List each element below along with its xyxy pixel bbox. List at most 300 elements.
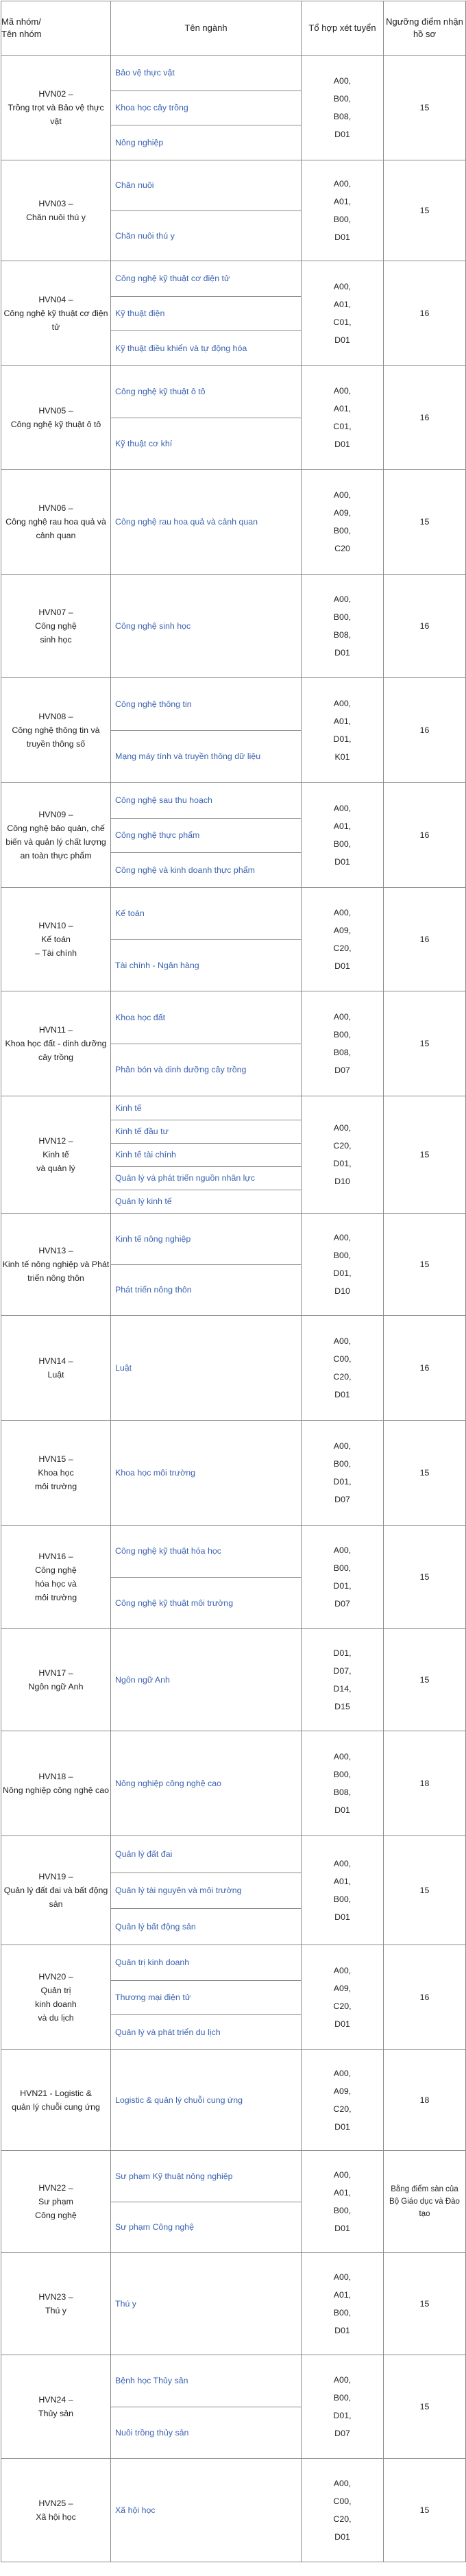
subject-combination: A00, bbox=[333, 75, 352, 86]
header-score-threshold: Ngưỡng điểm nhận hồ sơ bbox=[384, 1, 466, 56]
group-code-line: HVN21 - Logistic & bbox=[20, 2088, 92, 2098]
group-code-line: môi trường bbox=[34, 1592, 77, 1602]
major-link[interactable] bbox=[111, 1190, 301, 1213]
group-code-cell bbox=[1, 1731, 111, 1835]
group-code-cell bbox=[1, 2150, 111, 2252]
subject-combination: A00, bbox=[333, 1232, 352, 1242]
major-name: Công nghệ sau thu hoạch bbox=[115, 795, 212, 806]
subject-combination: D07 bbox=[334, 2428, 350, 2438]
group-code-line: Luật bbox=[47, 1369, 64, 1380]
major-link[interactable] bbox=[111, 1908, 301, 1945]
majors-cell bbox=[111, 2150, 302, 2252]
major-link[interactable] bbox=[111, 1264, 301, 1315]
subject-combination: A00, bbox=[333, 178, 352, 189]
group-code-line: Quản lý đất đai và bất động sản bbox=[3, 1885, 108, 1909]
subject-combination: A00, bbox=[333, 2068, 352, 2078]
group-code-line: hóa học và bbox=[35, 1578, 77, 1589]
subject-combination: A00, bbox=[333, 1336, 352, 1346]
subject-combination: B00, bbox=[333, 839, 352, 849]
subject-combination: A00, bbox=[333, 2272, 352, 2282]
subject-combination: C00, bbox=[333, 1353, 352, 1364]
subject-combination: A00, bbox=[333, 2374, 352, 2385]
major-name: Logistic & quản lý chuỗi cung ứng bbox=[115, 2095, 243, 2105]
subject-combination-cell bbox=[302, 1315, 384, 1420]
group-code-line: HVN18 – bbox=[38, 1771, 73, 1781]
subject-combination: C20, bbox=[333, 943, 352, 953]
major-link[interactable] bbox=[111, 296, 301, 331]
score-threshold: 15 bbox=[384, 2458, 466, 2562]
majors-cell bbox=[111, 1835, 302, 1945]
major-link[interactable] bbox=[111, 1120, 301, 1143]
major-link[interactable] bbox=[111, 1526, 301, 1577]
group-code-line: Sư phạm bbox=[38, 2196, 73, 2206]
subject-combination: B08, bbox=[333, 1787, 352, 1797]
subject-combination: A01, bbox=[333, 403, 352, 413]
subject-combination: C20, bbox=[333, 2104, 352, 2114]
subject-combination: C20 bbox=[334, 543, 350, 553]
score-threshold: 15 bbox=[384, 1835, 466, 1945]
group-code-line: Công nghệ kỹ thuật cơ điện tử bbox=[3, 308, 108, 332]
subject-combination: B08, bbox=[333, 1047, 352, 1057]
major-link[interactable] bbox=[111, 678, 301, 730]
subject-combination-cell bbox=[302, 991, 384, 1096]
subject-combination: D14, bbox=[333, 1683, 352, 1694]
major-link[interactable] bbox=[111, 939, 301, 991]
subject-combination-cell bbox=[302, 2355, 384, 2458]
group-code-cell bbox=[1, 887, 111, 991]
score-threshold: 15 bbox=[384, 469, 466, 574]
group-code-cell bbox=[1, 574, 111, 677]
subject-combination: B00, bbox=[333, 2205, 352, 2215]
majors-cell bbox=[111, 1945, 302, 2049]
major-link[interactable] bbox=[111, 2253, 301, 2355]
group-code-line: HVN05 – bbox=[38, 405, 73, 416]
subject-combination: A00, bbox=[333, 385, 352, 396]
subject-combination: B00, bbox=[333, 1563, 352, 1573]
major-name: Thú y bbox=[115, 2298, 136, 2309]
table-row bbox=[1, 991, 466, 1096]
subject-combination: D10 bbox=[334, 1286, 350, 1296]
major-link[interactable] bbox=[111, 1143, 301, 1166]
majors-cell bbox=[111, 2252, 302, 2355]
group-code-cell bbox=[1, 56, 111, 160]
major-link[interactable] bbox=[111, 1096, 301, 1120]
majors-cell bbox=[111, 1628, 302, 1731]
subject-combination-cell bbox=[302, 887, 384, 991]
major-link[interactable] bbox=[111, 1945, 301, 1980]
group-code-line: HVN03 – bbox=[38, 198, 73, 208]
subject-combination: A00, bbox=[333, 1965, 352, 1975]
table-row bbox=[1, 1315, 466, 1420]
subject-combination: D01 bbox=[334, 647, 350, 658]
subject-combination-cell bbox=[302, 365, 384, 469]
group-code-line: Công nghệ kỹ thuật ô tô bbox=[10, 419, 101, 429]
subject-combination: C01, bbox=[333, 317, 352, 327]
group-code-line: HVN06 – bbox=[38, 503, 73, 513]
table-row bbox=[1, 1945, 466, 2049]
major-link[interactable] bbox=[111, 2355, 301, 2407]
score-threshold: 16 bbox=[384, 261, 466, 365]
table-row bbox=[1, 574, 466, 677]
group-code-line: HVN12 – bbox=[38, 1135, 73, 1146]
subject-combination: D01 bbox=[334, 2325, 350, 2335]
major-link[interactable] bbox=[111, 1166, 301, 1190]
subject-combination-cell bbox=[302, 574, 384, 677]
subject-combination-cell bbox=[302, 469, 384, 574]
score-threshold: 15 bbox=[384, 1525, 466, 1628]
group-code-line: Công nghệ rau hoa quả và cảnh quan bbox=[5, 516, 106, 540]
subject-combination: D01, bbox=[333, 734, 352, 744]
group-code-line: HVN17 – bbox=[38, 1668, 73, 1678]
group-code-cell bbox=[1, 782, 111, 887]
subject-combination: D01 bbox=[334, 2019, 350, 2029]
subject-combination-cell bbox=[302, 160, 384, 261]
major-name: Kế toán bbox=[115, 908, 145, 919]
major-link[interactable] bbox=[111, 1629, 301, 1731]
group-code-cell bbox=[1, 2049, 111, 2150]
major-name: Công nghệ kỹ thuật ô tô bbox=[115, 387, 206, 397]
majors-cell bbox=[111, 56, 302, 160]
major-link[interactable] bbox=[111, 330, 301, 365]
group-code-line: Công nghệ bbox=[35, 2210, 77, 2220]
group-code-line: HVN25 – bbox=[38, 2498, 73, 2508]
subject-combination-cell bbox=[302, 1945, 384, 2049]
group-code-cell bbox=[1, 1525, 111, 1628]
major-link[interactable] bbox=[111, 2459, 301, 2562]
major-link[interactable] bbox=[111, 818, 301, 853]
score-threshold: 18 bbox=[384, 2049, 466, 2150]
group-code-line: quản lý chuỗi cung ứng bbox=[12, 2102, 100, 2112]
score-threshold: 16 bbox=[384, 574, 466, 677]
group-code-line: HVN10 – bbox=[38, 920, 73, 930]
table-row bbox=[1, 677, 466, 782]
major-link[interactable] bbox=[111, 1044, 301, 1096]
score-threshold: 15 bbox=[384, 1096, 466, 1213]
group-code-line: Khoa học đất - dinh dưỡng bbox=[5, 1038, 107, 1048]
major-name: Khoa học cây trồng bbox=[115, 103, 188, 113]
subject-combination: B00, bbox=[333, 1029, 352, 1039]
subject-combination: A00, bbox=[333, 907, 352, 917]
group-code-cell bbox=[1, 1420, 111, 1525]
major-link[interactable] bbox=[111, 1836, 301, 1873]
score-threshold: 16 bbox=[384, 887, 466, 991]
group-code-line: cây trồng bbox=[38, 1052, 73, 1062]
subject-combination: D01 bbox=[334, 1389, 350, 1399]
major-link[interactable] bbox=[111, 1731, 301, 1835]
subject-combination: B00, bbox=[333, 1769, 352, 1779]
major-link[interactable] bbox=[111, 470, 301, 574]
table-row bbox=[1, 1213, 466, 1315]
major-name: Công nghệ kỹ thuật hóa học bbox=[115, 1546, 221, 1556]
group-code-line: và du lịch bbox=[38, 2012, 74, 2023]
subject-combination: C20, bbox=[333, 2001, 352, 2011]
group-code-line: HVN08 – bbox=[38, 711, 73, 721]
major-name: Nông nghiệp bbox=[115, 138, 164, 148]
major-name: Khoa học đất bbox=[115, 1012, 166, 1022]
majors-cell bbox=[111, 1315, 302, 1420]
major-link[interactable] bbox=[111, 160, 301, 210]
table-row bbox=[1, 887, 466, 991]
major-link[interactable] bbox=[111, 1316, 301, 1420]
subject-combination: A09, bbox=[333, 2086, 352, 2096]
major-name: Tài chính - Ngân hàng bbox=[115, 960, 199, 970]
group-code-cell bbox=[1, 1315, 111, 1420]
majors-cell bbox=[111, 2049, 302, 2150]
group-code-line: Trồng trọt và Bảo vệ thực vật bbox=[8, 102, 104, 126]
table-row bbox=[1, 782, 466, 887]
subject-combination: A01, bbox=[333, 196, 352, 206]
subject-combination: K01 bbox=[334, 751, 350, 762]
majors-cell bbox=[111, 782, 302, 887]
score-threshold: 16 bbox=[384, 782, 466, 887]
majors-cell bbox=[111, 1096, 302, 1213]
group-code-line: Kế toán bbox=[41, 934, 71, 944]
major-link[interactable] bbox=[111, 2407, 301, 2458]
major-link[interactable] bbox=[111, 1873, 301, 1909]
subject-combination: D01, bbox=[333, 1158, 352, 1168]
subject-combination: D01 bbox=[334, 1912, 350, 1922]
subject-combination: B08, bbox=[333, 111, 352, 121]
major-link[interactable] bbox=[111, 991, 301, 1044]
subject-combination: C20, bbox=[333, 2514, 352, 2524]
major-link[interactable] bbox=[111, 1980, 301, 2015]
table-row bbox=[1, 2252, 466, 2355]
table-row bbox=[1, 1096, 466, 1213]
group-code-cell bbox=[1, 1945, 111, 2049]
major-name: Quản trị kinh doanh bbox=[115, 1958, 190, 1968]
subject-combination: A01, bbox=[333, 299, 352, 309]
table-row bbox=[1, 365, 466, 469]
major-link[interactable] bbox=[111, 56, 301, 91]
major-name: Kinh tế đầu tư bbox=[115, 1127, 169, 1137]
majors-cell bbox=[111, 1213, 302, 1315]
subject-combination: D01, bbox=[333, 2410, 352, 2420]
major-link[interactable] bbox=[111, 366, 301, 418]
group-code-line: Công nghệ thông tin và truyền thông số bbox=[12, 725, 100, 749]
group-code-line: HVN04 – bbox=[38, 294, 73, 304]
majors-cell bbox=[111, 991, 302, 1096]
table-row bbox=[1, 1420, 466, 1525]
subject-combination: D10 bbox=[334, 1176, 350, 1186]
major-name: Công nghệ kỹ thuật cơ điện tử bbox=[115, 274, 230, 284]
major-link[interactable] bbox=[111, 125, 301, 160]
group-code-line: HVN14 – bbox=[38, 1356, 73, 1366]
subject-combination: D01 bbox=[334, 2223, 350, 2233]
major-name: Kỹ thuật điều khiển và tự động hóa bbox=[115, 344, 247, 354]
subject-combination: D01 bbox=[334, 2531, 350, 2542]
subject-combination: A00, bbox=[333, 1011, 352, 1022]
subject-combination: A00, bbox=[333, 698, 352, 708]
subject-combination-cell bbox=[302, 1628, 384, 1731]
majors-cell bbox=[111, 887, 302, 991]
group-code-line: Nông nghiệp công nghệ cao bbox=[2, 1785, 109, 1795]
table-row bbox=[1, 469, 466, 574]
major-link[interactable] bbox=[111, 2014, 301, 2049]
major-link[interactable] bbox=[111, 261, 301, 296]
subject-combination: C20, bbox=[333, 1140, 352, 1151]
group-code-cell bbox=[1, 1096, 111, 1213]
group-code-cell bbox=[1, 469, 111, 574]
group-code-line: HVN22 – bbox=[38, 2182, 73, 2193]
score-threshold: 15 bbox=[384, 160, 466, 261]
subject-combination-cell bbox=[302, 1096, 384, 1213]
group-code-line: HVN23 – bbox=[38, 2291, 73, 2302]
major-name: Công nghệ thông tin bbox=[115, 699, 192, 709]
group-code-cell bbox=[1, 261, 111, 365]
major-name: Công nghệ rau hoa quả và cảnh quan bbox=[115, 516, 258, 527]
subject-combination: B00, bbox=[333, 1458, 352, 1469]
group-code-line: HVN02 – bbox=[38, 88, 73, 99]
majors-cell bbox=[111, 1731, 302, 1835]
subject-combination: A00, bbox=[333, 1122, 352, 1133]
group-code-line: Xã hội học bbox=[36, 2512, 76, 2522]
group-code-line: HVN13 – bbox=[38, 1245, 73, 1255]
major-link[interactable] bbox=[111, 210, 301, 261]
major-name: Công nghệ sinh học bbox=[115, 621, 191, 631]
group-code-line: Thủy sản bbox=[38, 2408, 73, 2418]
subject-combination: B00, bbox=[333, 214, 352, 224]
major-link[interactable] bbox=[111, 783, 301, 818]
major-name: Bệnh học Thủy sản bbox=[115, 2376, 188, 2386]
group-code-line: Kinh tế bbox=[42, 1149, 69, 1159]
table-row bbox=[1, 1525, 466, 1628]
score-threshold: 16 bbox=[384, 1315, 466, 1420]
subject-combination-cell bbox=[302, 1731, 384, 1835]
table-row bbox=[1, 1628, 466, 1731]
group-code-line: HVN24 – bbox=[38, 2394, 73, 2405]
majors-cell bbox=[111, 261, 302, 365]
subject-combination: C00, bbox=[333, 2496, 352, 2506]
subject-combination-cell bbox=[302, 1525, 384, 1628]
table-row bbox=[1, 160, 466, 261]
major-link[interactable] bbox=[111, 2050, 301, 2150]
group-code-cell bbox=[1, 2355, 111, 2458]
majors-cell bbox=[111, 365, 302, 469]
major-name: Sư phạm Công nghệ bbox=[115, 2222, 195, 2232]
major-link[interactable] bbox=[111, 2151, 301, 2202]
subject-combination: D01 bbox=[334, 439, 350, 449]
major-name: Quản lý tài nguyên và môi trường bbox=[115, 1886, 242, 1896]
major-link[interactable] bbox=[111, 852, 301, 887]
subject-combination: B00, bbox=[333, 93, 352, 104]
major-link[interactable] bbox=[111, 575, 301, 677]
subject-combination: A00, bbox=[333, 1858, 352, 1868]
subject-combination-cell bbox=[302, 1835, 384, 1945]
subject-combination-cell bbox=[302, 2252, 384, 2355]
table-row bbox=[1, 2355, 466, 2458]
subject-combination: A01, bbox=[333, 716, 352, 726]
score-threshold: 15 bbox=[384, 1213, 466, 1315]
major-name: Khoa học môi trường bbox=[115, 1467, 195, 1478]
subject-combination: B00, bbox=[333, 1250, 352, 1260]
subject-combination: A00, bbox=[333, 2478, 352, 2488]
group-code-cell bbox=[1, 365, 111, 469]
major-link[interactable] bbox=[111, 2202, 301, 2252]
major-link[interactable] bbox=[111, 730, 301, 782]
subject-combination: A00, bbox=[333, 803, 352, 813]
group-code-line: Thú y bbox=[45, 2305, 66, 2315]
subject-combination: D07 bbox=[334, 1494, 350, 1504]
subject-combination: D01, bbox=[333, 1268, 352, 1278]
score-threshold: 15 bbox=[384, 56, 466, 160]
subject-combination-cell bbox=[302, 2458, 384, 2562]
score-threshold: 18 bbox=[384, 1731, 466, 1835]
group-code-line: HVN15 – bbox=[38, 1454, 73, 1464]
major-link[interactable] bbox=[111, 1421, 301, 1525]
subject-combination: A01, bbox=[333, 2289, 352, 2300]
major-link[interactable] bbox=[111, 1214, 301, 1264]
major-name: Kỹ thuật điện bbox=[115, 309, 165, 319]
group-code-line: Công nghệ bbox=[35, 1565, 77, 1575]
subject-combination: D01 bbox=[334, 232, 350, 242]
major-name: Công nghệ thực phẩm bbox=[115, 830, 200, 841]
score-threshold: 15 bbox=[384, 1420, 466, 1525]
major-name: Nông nghiệp công nghệ cao bbox=[115, 1778, 222, 1788]
score-threshold: Bằng điểm sàn của Bộ Giáo dục và Đào tạo bbox=[384, 2150, 466, 2252]
subject-combination-cell bbox=[302, 1420, 384, 1525]
subject-combination: A00, bbox=[333, 281, 352, 291]
major-name: Quản lý đất đai bbox=[115, 1849, 173, 1859]
group-code-cell bbox=[1, 677, 111, 782]
admission-table bbox=[1, 1, 466, 2562]
majors-cell bbox=[111, 677, 302, 782]
majors-cell bbox=[111, 1525, 302, 1628]
major-name: Thương mại điện tử bbox=[115, 1993, 191, 2003]
group-code-line: – Tài chính bbox=[34, 948, 77, 958]
major-link[interactable] bbox=[111, 888, 301, 939]
score-threshold: 15 bbox=[384, 1628, 466, 1731]
subject-combination: B00, bbox=[333, 2307, 352, 2318]
subject-combination-cell bbox=[302, 2049, 384, 2150]
group-code-line: HVN09 – bbox=[38, 809, 73, 819]
group-code-cell bbox=[1, 2458, 111, 2562]
group-code-cell bbox=[1, 1628, 111, 1731]
table-row bbox=[1, 2150, 466, 2252]
subject-combination: A01, bbox=[333, 1876, 352, 1886]
subject-combination: A00, bbox=[333, 2169, 352, 2180]
major-name: Sư phạm Kỹ thuật nông nghiệp bbox=[115, 2171, 233, 2181]
majors-cell bbox=[111, 2355, 302, 2458]
subject-combination: D01, bbox=[333, 1476, 352, 1486]
table-row bbox=[1, 1835, 466, 1945]
majors-cell bbox=[111, 574, 302, 677]
major-name: Công nghệ và kinh doanh thực phẩm bbox=[115, 865, 255, 876]
header-group-code: Mã nhóm/ Tên nhóm bbox=[1, 1, 111, 56]
subject-combination: A00, bbox=[333, 1545, 352, 1555]
major-name: Kinh tế bbox=[115, 1103, 142, 1113]
major-link[interactable] bbox=[111, 1577, 301, 1628]
subject-combination: B00, bbox=[333, 2392, 352, 2403]
group-code-line: Ngôn ngữ Anh bbox=[28, 1681, 84, 1692]
group-code-line: HVN11 – bbox=[38, 1024, 73, 1035]
group-code-cell bbox=[1, 991, 111, 1096]
score-threshold: 16 bbox=[384, 677, 466, 782]
table-row bbox=[1, 2458, 466, 2562]
major-name: Chăn nuôi thú y bbox=[115, 230, 175, 241]
major-name: Kinh tế tài chính bbox=[115, 1150, 176, 1160]
major-name: Xã hội học bbox=[115, 2505, 156, 2515]
major-name: Kinh tế nông nghiệp bbox=[115, 1233, 191, 1244]
subject-combination: A09, bbox=[333, 507, 352, 518]
major-link[interactable] bbox=[111, 418, 301, 469]
subject-combination-cell bbox=[302, 261, 384, 365]
table-row bbox=[1, 1731, 466, 1835]
major-name: Mạng máy tính và truyền thông dữ liệu bbox=[115, 751, 261, 762]
group-code-line: và quản lý bbox=[36, 1163, 75, 1173]
major-link[interactable] bbox=[111, 91, 301, 125]
group-code-cell bbox=[1, 160, 111, 261]
score-threshold: 15 bbox=[384, 2252, 466, 2355]
